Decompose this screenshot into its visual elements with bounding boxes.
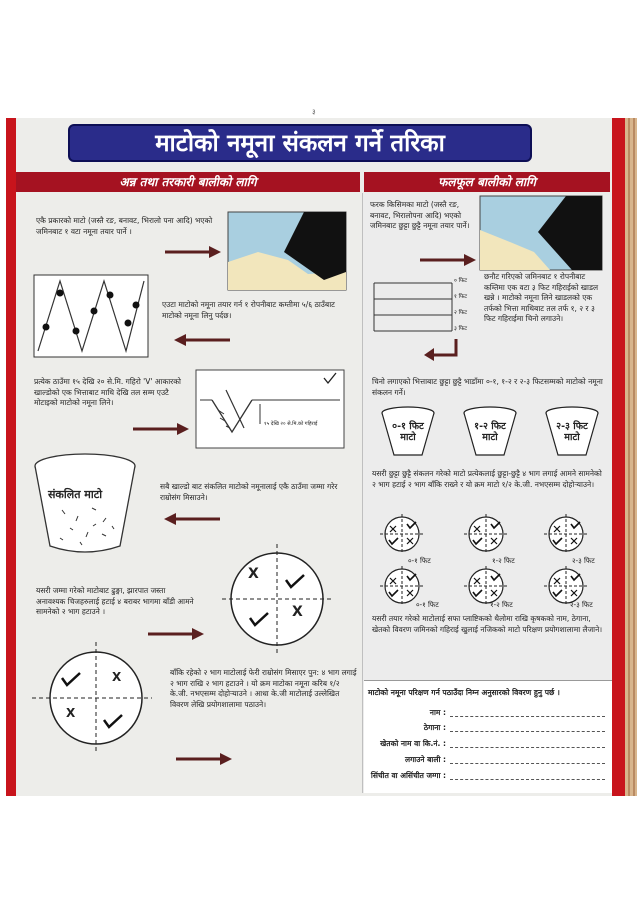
cup-label: २-३ फिट माटो	[556, 421, 588, 443]
bucket-illustration	[32, 452, 138, 556]
form-line-crop	[450, 763, 605, 764]
v-pit-illustration	[196, 370, 344, 448]
arrow-right-icon	[133, 422, 191, 436]
field-map-illustration	[480, 196, 602, 270]
right-step-2-text: छनौट गरिएको जमिनबाट १ रोपनीबाट कम्तिमा एक वटा ३ फिट गहिराईको खाडल खन्ने । माटोको नमूना लिने खाडलको एक तर्फको भित्ता माथिबाट तल तर्फ १, २ र ३ फिट गहिराईमा चिनो लगाउने।	[484, 272, 599, 323]
form-label-crop: लगाउने बाली :	[405, 755, 446, 764]
right-step-4-text: यसरी छुट्टा छुट्टै संकलन गरेको माटो प्रत्येकलाई छुट्टा-छुट्टै ४ भाग लगाई आमने सामनेको २ भाग हटाई २ भाग बाँकि राख्ने र यो क्रम माटो १/२ के.जी. नभएसम्म दोहोऱ्याउने।	[372, 469, 602, 489]
arrow-left-icon	[172, 333, 230, 347]
field-map-illustration	[228, 212, 346, 290]
form-line-field	[450, 747, 605, 748]
arrow-right-icon	[420, 253, 478, 267]
depth-label: ३ फिट	[454, 326, 468, 332]
right-step-1-text: फरक किसिमका माटो (जस्तै रङ, बनावट, भिरालोपना आदि) भएको जमिनबाट छुट्टा छुट्टै नमूना तयार पार्ने।	[370, 200, 470, 230]
circle-label: ०-१ फिट	[408, 557, 431, 565]
right-section-header: फलफूल बालीको लागि	[364, 172, 610, 192]
bucket-label: संकलित माटो	[48, 488, 103, 501]
right-step-5-text: यसरी तयार गरेको माटोलाई सफा प्लाष्टिकको थैलोमा राखि कृषकको नाम, ठेगाना, खेतको विवरण जमिनको गहिराई खुलाई नजिकको माटो परिक्षण प्रयोगशालामा लैजाने।	[372, 614, 603, 634]
form-line-address	[450, 731, 605, 732]
column-divider	[362, 193, 363, 793]
form-label-address: ठेगाना :	[423, 723, 446, 732]
poster-wood-edge	[625, 118, 637, 796]
form-label-irrigation: सिंचीत वा असिंचीत जग्गा :	[370, 771, 446, 780]
form-line-name	[450, 716, 605, 717]
poster-right-edge	[612, 118, 625, 796]
circle-label: १-२ फिट	[492, 557, 515, 565]
remove-mark: X	[112, 670, 122, 684]
zigzag-sampling-diagram	[34, 275, 148, 357]
left-step-5-text: यसरी जम्मा गरेको माटोबाट ढुङ्गा, झारपात जस्ता अनावश्यक चिजहरुलाई हटाई ४ बराबर भागमा बाँडी आमने सामनेको २ भाग हटाउने ।	[36, 586, 194, 616]
depth-label: २ फिट	[454, 310, 468, 316]
quartered-circle-1	[228, 550, 326, 648]
remove-mark: X	[292, 604, 303, 620]
page-title: माटोको नमूना संकलन गर्ने तरिका	[68, 124, 532, 162]
form-line-irrigation	[450, 779, 605, 780]
remove-mark: X	[66, 706, 76, 720]
left-step-2-text: एउटा माटोको नमूना तयार गर्न १ रोपनीबाट कम्तीमा ५/६ ठाउँबाट माटोको नमूना लिनु पर्दछ।	[162, 300, 335, 320]
poster-left-edge	[6, 118, 16, 796]
left-step-1-text: एकै प्रकारको माटो (जस्तै रङ, बनावट, भिरालो पना आदि) भएको जमिनबाट १ वटा नमूना तयार पार्ने ।	[36, 216, 213, 236]
remove-mark: X	[248, 566, 259, 582]
circle-label: ०-१ फिट	[416, 601, 439, 609]
depth-profile-diagram	[372, 275, 476, 343]
form-label-field: खेतको नाम वा कि.नं. :	[380, 739, 446, 748]
right-step-3-text: चिनो लगाएको भित्ताबाट छुट्टा छुट्टै भाडाँमा ०-१, १-२ र २-३ फिटसम्मको माटोको नमूना संकलन गर्ने।	[372, 377, 603, 397]
pit-depth-label: १५ देखि २० से.मि.को गहिराई	[264, 421, 318, 427]
arrow-left-icon	[162, 512, 220, 526]
depth-label: १ फिट	[454, 294, 468, 300]
circle-label: २-३ फिट	[570, 601, 593, 609]
left-step-6-text: बाँकि रहेको २ भाग माटोलाई फेरी राम्रोसंग मिसाएर पुन: ४ भाग लगाई २ भाग राखि २ भाग हटाउने । यो क्रम माटोका नमूना करिब १/२ के.जी. नभएसम्म दोहोऱ्याउने । आधा के.जी माटोलाई उल्लेखित विवरण लेखि प्रयोगशालामा पठाउने।	[170, 668, 357, 709]
circle-label: १-२ फिट	[490, 601, 513, 609]
depth-label: ० फिट	[454, 278, 468, 284]
form-heading: माटोको नमूना परिक्षण गर्न पठाउँदा निम्न अनुसारको विवरण हुनु पर्छ ।	[368, 688, 560, 697]
left-step-3-text: प्रत्येक ठाउँमा १५ देखि २० से.मि. गहिरो 'V' आकारको खाल्डोको एक भित्ताबाट माथि देखि तल सम्म एउटै मोटाइको माटोको नमूना लिने।	[34, 377, 181, 407]
quartered-circle-2	[46, 648, 146, 748]
form-label-name: नाम :	[429, 708, 446, 717]
cup-label: १-२ फिट माटो	[474, 421, 506, 443]
left-step-4-text: सबै खाल्डो बाट संकलित माटोको नमूनालाई एकै ठाउँमा जम्मा गरेर राम्रोसंग मिसाउने।	[160, 482, 338, 502]
circle-label: २-३ फिट	[572, 557, 595, 565]
arrow-right-icon	[176, 752, 234, 766]
arrow-right-icon	[165, 245, 223, 259]
left-section-header: अन्न तथा तरकारी बालीको लागि	[16, 172, 360, 192]
top-mark: ३	[312, 108, 316, 116]
arrow-bent-icon	[422, 337, 460, 361]
arrow-right-icon	[148, 627, 206, 641]
cup-label: ०-१ फिट माटो	[392, 421, 424, 443]
